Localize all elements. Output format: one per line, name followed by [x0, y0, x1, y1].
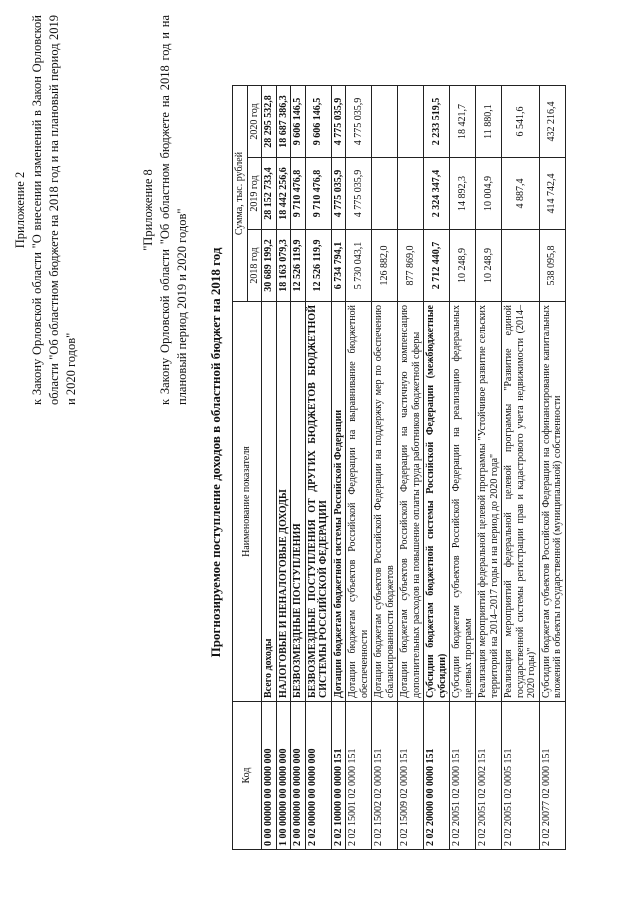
- annex-number: Приложение 2: [13, 171, 27, 249]
- row-name: Всего доходы: [262, 302, 277, 702]
- table-row: [539, 86, 565, 850]
- table-row: [398, 86, 424, 850]
- row-value-2019: 9 710 476,8: [305, 158, 331, 230]
- row-name: Реализация мероприятий федеральной целевой программы "Устойчивое развитие сельских территорий на 2014–2017 годы и на период до 2020 года": [476, 302, 502, 702]
- row-code: 2 02 20051 02 0005 151: [502, 702, 540, 850]
- row-value-2018: 18 163 079,3: [276, 230, 291, 302]
- row-name: Субсидии бюджетам субъектов Российской Федерации на софинансирование капитальных вложений в объекты государственной (муниципальной) собственности: [539, 302, 565, 702]
- row-value-2020: [398, 86, 424, 158]
- table-row: [262, 86, 277, 850]
- row-value-2018: 12 526 119,9: [305, 230, 331, 302]
- annex-law-reference: к Закону Орловской области "О внесении изменений в Закон Орловской области "Об областном бюджете на 2018 год и на плановый период 2019 и 2020 годов": [30, 15, 78, 405]
- row-code: 2 02 20051 02 0002 151: [476, 702, 502, 850]
- row-value-2018: 2 712 440,7: [424, 230, 450, 302]
- table-row: [450, 86, 476, 850]
- header-code: Код: [233, 702, 262, 850]
- table-row: [305, 86, 331, 850]
- row-value-2019: 9 710 476,8: [291, 158, 306, 230]
- row-code: 2 02 15009 02 0000 151: [398, 702, 424, 850]
- row-name: Дотации бюджетам субъектов Российской Федерации на выравнивание бюджетной обеспеченности: [346, 302, 372, 702]
- row-name: Субсидии бюджетам бюджетной системы Российской Федерации (межбюджетные субсидии): [424, 302, 450, 702]
- table-row: [502, 86, 540, 850]
- row-value-2018: 30 689 199,2: [262, 230, 277, 302]
- row-value-2020: 432 216,4: [539, 86, 565, 158]
- table-row: [346, 86, 372, 850]
- row-value-2019: 2 324 347,4: [424, 158, 450, 230]
- row-code: 2 02 15001 02 0000 151: [346, 702, 372, 850]
- row-value-2018: 5 730 043,1: [346, 230, 372, 302]
- row-code: 2 02 20000 00 0000 151: [424, 702, 450, 850]
- row-value-2018: 10 248,9: [476, 230, 502, 302]
- header-sum: Сумма, тыс. рублей: [233, 86, 248, 302]
- revenue-table: [232, 85, 566, 850]
- table-row: [331, 86, 346, 850]
- row-value-2019: [398, 158, 424, 230]
- row-value-2019: 4 775 035,9: [346, 158, 372, 230]
- annex-8-number: "Приложение 8: [141, 169, 155, 251]
- table-row: [291, 86, 306, 850]
- row-code: 2 02 00000 00 0000 000: [305, 702, 331, 850]
- annex-header: [12, 15, 80, 405]
- header-year-2018: 2018 год: [247, 230, 262, 302]
- row-value-2020: 9 606 146,5: [291, 86, 306, 158]
- row-value-2019: 4 775 035,9: [331, 158, 346, 230]
- row-name: Субсидии бюджетам субъектов Российской Федерации на реализацию федеральных целевых программ: [450, 302, 476, 702]
- row-code: 2 02 15002 02 0000 151: [372, 702, 398, 850]
- row-value-2020: 4 775 035,9: [346, 86, 372, 158]
- row-value-2020: 6 541,6: [502, 86, 540, 158]
- row-code: 1 00 00000 00 0000 000: [276, 702, 291, 850]
- row-value-2020: 4 775 035,9: [331, 86, 346, 158]
- table-row: [372, 86, 398, 850]
- header-year-2019: 2019 год: [247, 158, 262, 230]
- row-name: Реализация мероприятий федеральной целевой программы "Развитие единой государственной системы регистрации прав и кадастрового учета недвижимости (2014–2020 годы)": [502, 302, 540, 702]
- row-code: 2 02 20051 02 0000 151: [450, 702, 476, 850]
- row-value-2020: 18 687 386,3: [276, 86, 291, 158]
- row-code: 2 02 10000 00 0000 151: [331, 702, 346, 850]
- row-value-2019: 414 742,4: [539, 158, 565, 230]
- row-code: 2 02 20077 02 0000 151: [539, 702, 565, 850]
- document-title: Прогнозируемое поступление доходов в областной бюджет на 2018 год: [208, 247, 223, 658]
- row-value-2019: [372, 158, 398, 230]
- row-value-2018: 877 869,0: [398, 230, 424, 302]
- row-code: 0 00 00000 00 0000 000: [262, 702, 277, 850]
- annex-header-2: [140, 15, 191, 405]
- row-name: БЕЗВОЗМЕЗДНЫЕ ПОСТУПЛЕНИЯ ОТ ДРУГИХ БЮДЖЕТОВ БЮДЖЕТНОЙ СИСТЕМЫ РОССИЙСКОЙ ФЕДЕРАЦИИ: [305, 302, 331, 702]
- row-name: Дотации бюджетам субъектов Российской Федерации на поддержку мер по обеспечению сбалансированности бюджетов: [372, 302, 398, 702]
- row-value-2018: 126 882,0: [372, 230, 398, 302]
- row-name: Дотации бюджетам субъектов Российской Федерации на частичную компенсацию дополнительных расходов на повышение оплаты труда работников бюджетной сферы: [398, 302, 424, 702]
- table-row: [476, 86, 502, 850]
- row-value-2020: [372, 86, 398, 158]
- row-value-2019: 18 442 256,6: [276, 158, 291, 230]
- row-value-2020: 11 880,1: [476, 86, 502, 158]
- row-value-2018: [502, 230, 540, 302]
- row-value-2019: 14 892,3: [450, 158, 476, 230]
- row-name: Дотации бюджетам бюджетной системы Российской Федерации: [331, 302, 346, 702]
- row-value-2020: 28 295 532,8: [262, 86, 277, 158]
- annex-8-law-reference: к Закону Орловской области "Об областном бюджете на 2018 год и на плановый период 2019 и 2020 годов": [158, 15, 189, 405]
- row-name: БЕЗВОЗМЕЗДНЫЕ ПОСТУПЛЕНИЯ: [291, 302, 306, 702]
- row-value-2018: 538 095,8: [539, 230, 565, 302]
- row-value-2019: 10 004,9: [476, 158, 502, 230]
- table-row: [276, 86, 291, 850]
- row-value-2020: 9 606 146,5: [305, 86, 331, 158]
- row-value-2018: 10 248,9: [450, 230, 476, 302]
- header-year-2020: 2020 год: [247, 86, 262, 158]
- row-value-2019: 28 152 733,4: [262, 158, 277, 230]
- row-code: 2 00 00000 00 0000 000: [291, 702, 306, 850]
- row-value-2018: 6 734 794,1: [331, 230, 346, 302]
- row-name: НАЛОГОВЫЕ И НЕНАЛОГОВЫЕ ДОХОДЫ: [276, 302, 291, 702]
- table-row: [424, 86, 450, 850]
- row-value-2019: 4 887,4: [502, 158, 540, 230]
- row-value-2020: 18 421,7: [450, 86, 476, 158]
- row-value-2018: 12 526 119,9: [291, 230, 306, 302]
- header-name: Наименование показателя: [233, 302, 262, 702]
- row-value-2020: 2 233 519,5: [424, 86, 450, 158]
